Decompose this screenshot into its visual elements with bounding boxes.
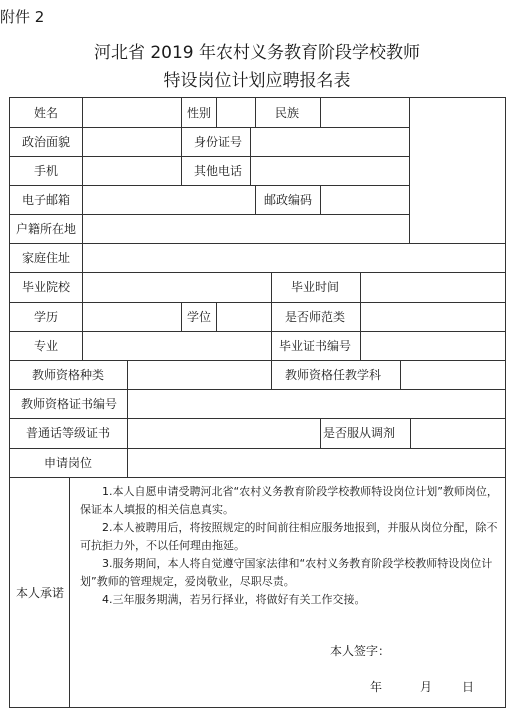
cell-line [360, 331, 361, 360]
label-position: 申请岗位 [44, 456, 93, 470]
cell-line [82, 156, 83, 185]
row-line [10, 243, 505, 244]
label-political-status: 政治面貌 [22, 135, 71, 149]
row-line [10, 331, 505, 332]
cell-line [82, 302, 83, 331]
cell-line [82, 331, 83, 360]
signature-label: 本人签字： [330, 644, 391, 658]
label-major: 专业 [34, 339, 59, 353]
cell-line [255, 98, 256, 127]
label-grad-time: 毕业时间 [291, 280, 340, 294]
label-mandarin: 普通话等级证书 [26, 426, 111, 440]
attachment-label: 附件 2 [0, 8, 45, 26]
cell-line [271, 272, 272, 302]
label-name: 姓名 [34, 106, 59, 120]
cell-line [320, 98, 321, 127]
row-line [10, 272, 505, 273]
cell-line [400, 360, 401, 389]
label-postal-code: 邮政编码 [264, 193, 313, 207]
cell-line [255, 185, 256, 214]
cell-line [181, 302, 182, 331]
cell-line [82, 98, 83, 127]
cell-line [410, 418, 411, 448]
row-line [10, 302, 505, 303]
label-is-normal: 是否师范类 [285, 310, 346, 324]
cell-line [271, 302, 272, 331]
label-diploma-no: 毕业证书编号 [279, 339, 352, 353]
label-school: 毕业院校 [22, 280, 71, 294]
form-title-line1: 河北省 2019 年农村义务教育阶段学校教师 [93, 43, 421, 63]
label-hukou: 户籍所在地 [16, 222, 77, 236]
row-line [10, 156, 410, 157]
pledge-item-4: 4.三年服务期满，若另行择业，将做好有关工作交接。 [102, 593, 366, 606]
cell-line [216, 98, 217, 127]
date-month: 月 [420, 680, 433, 694]
photo-column-line [409, 98, 410, 244]
cell-line [250, 156, 251, 185]
cell-line [82, 127, 83, 156]
label-degree: 学位 [187, 310, 212, 324]
cell-line [360, 302, 361, 331]
row-line [10, 127, 410, 128]
row-line [10, 360, 505, 361]
row-line [10, 418, 505, 419]
date-day: 日 [462, 680, 475, 694]
cell-line [127, 389, 128, 418]
cell-line [320, 418, 321, 448]
cell-line [127, 360, 128, 389]
cell-line [69, 477, 70, 708]
label-pledge: 本人承诺 [16, 586, 65, 600]
cell-line [181, 127, 182, 156]
label-gender: 性别 [187, 106, 212, 120]
row-line [10, 477, 505, 478]
label-home-address: 家庭住址 [22, 251, 71, 265]
cell-line [82, 214, 83, 243]
cell-line [82, 185, 83, 214]
label-email: 电子邮箱 [22, 193, 71, 207]
cell-line [250, 127, 251, 156]
row-line [10, 214, 410, 215]
date-year: 年 [370, 680, 383, 694]
cell-line [320, 185, 321, 214]
label-education: 学历 [34, 310, 59, 324]
label-id-number: 身份证号 [194, 135, 243, 149]
label-cert-subject: 教师资格任教学科 [285, 368, 382, 382]
registration-form-table [9, 97, 506, 708]
pledge-text [80, 483, 500, 609]
cell-line [127, 418, 128, 448]
cell-line [181, 156, 182, 185]
label-other-phone: 其他电话 [194, 164, 243, 178]
row-line [10, 185, 410, 186]
row-line [10, 448, 505, 449]
cell-line [181, 98, 182, 127]
label-ethnicity: 民族 [275, 106, 300, 120]
label-mobile: 手机 [34, 164, 59, 178]
label-cert-type: 教师资格种类 [32, 368, 105, 382]
pledge-item-1: 1.本人自愿申请受聘河北省“农村义务教育阶段学校教师特设岗位计划”教师岗位，保证本人填报的相关信息真实。 [80, 485, 498, 516]
label-accept-assign: 是否服从调剂 [323, 426, 396, 440]
cell-line [271, 360, 272, 389]
pledge-item-3: 3.服务期间，本人将自觉遵守国家法律和“农村义务教育阶段学校教师特设岗位计划”教师的管理规定，爱岗敬业，尽职尽责。 [80, 557, 493, 588]
pledge-item-2: 2.本人被聘用后，将按照规定的时间前往相应服务地报到，并服从岗位分配，除不可抗拒力外，不以任何理由拖延。 [80, 521, 498, 552]
cell-line [216, 302, 217, 331]
row-line [10, 389, 505, 390]
cell-line [82, 272, 83, 302]
cell-line [82, 243, 83, 272]
form-title-line2: 特设岗位计划应聘报名表 [163, 71, 351, 91]
label-cert-no: 教师资格证书编号 [21, 397, 118, 411]
cell-line [271, 331, 272, 360]
cell-line [360, 272, 361, 302]
cell-line [127, 448, 128, 477]
